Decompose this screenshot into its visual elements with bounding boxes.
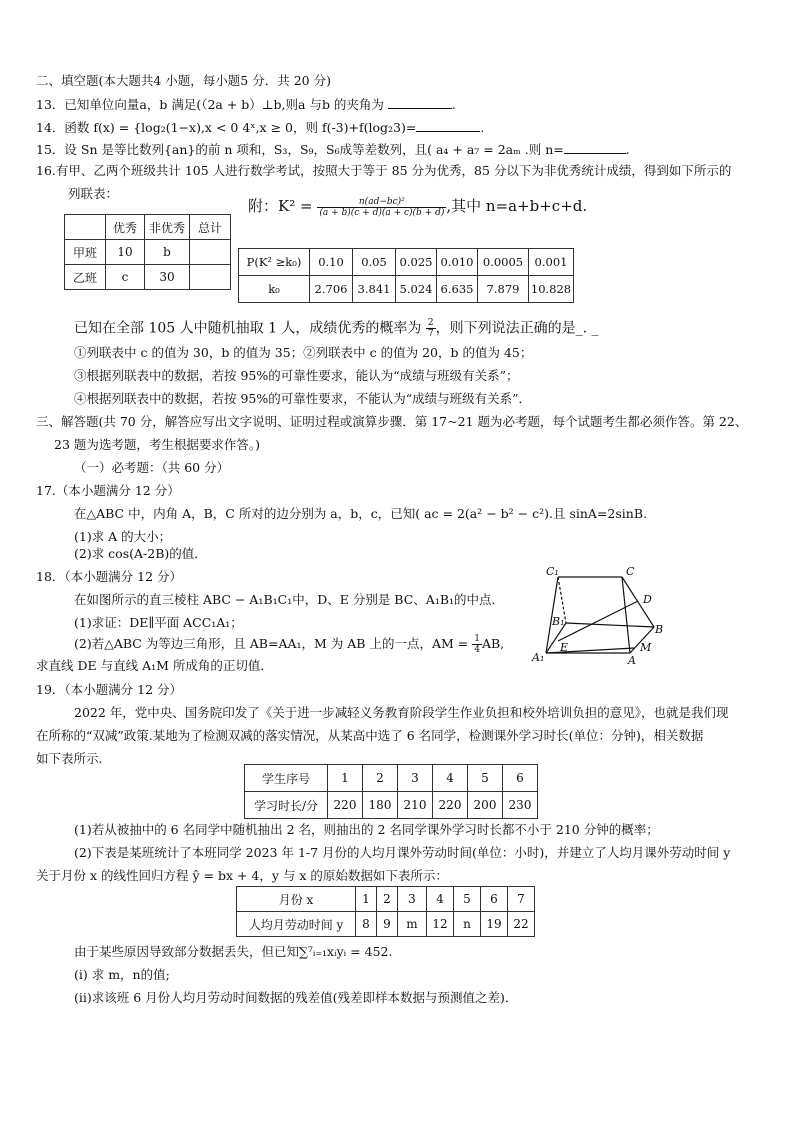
- table4-cell: 1: [356, 887, 377, 912]
- label-b: B: [655, 623, 664, 636]
- label-c1: C₁: [546, 565, 559, 578]
- formula-suffix: ,其中 n=a+b+c+d.: [446, 197, 588, 215]
- label-d: D: [643, 593, 652, 606]
- table3-cell: 180: [363, 792, 398, 819]
- question-18-body: 在如图所示的直三棱柱 ABC − A₁B₁C₁中，D、E 分别是 BC、A₁B₁的中点．: [74, 592, 505, 607]
- study-time-table: [244, 764, 538, 819]
- labor-time-table: [236, 886, 535, 937]
- table2-cell: 10.828: [529, 276, 574, 303]
- table3-cell: 220: [328, 792, 363, 819]
- table3-cell: 200: [468, 792, 503, 819]
- question-13: 13．已知单位向量a，b 满足(（2a + b）⊥b,则a 与b 的夹角为 .: [36, 97, 456, 112]
- label-a: A: [628, 654, 636, 665]
- question-18-part1: (1)求证：DE∥平面 ACC₁A₁；: [74, 615, 243, 630]
- table1-cell: 乙班: [65, 265, 106, 290]
- label-c: C: [626, 565, 635, 578]
- chi-square-formula: [248, 196, 587, 218]
- table3-cell: 学生序号: [245, 765, 328, 792]
- table1-cell: 甲班: [65, 240, 106, 265]
- table3-cell: 4: [433, 765, 468, 792]
- table3-cell: 230: [503, 792, 538, 819]
- table1-cell: [190, 265, 231, 290]
- section3-subtitle: （一）必考题：（共 60 分）: [74, 460, 230, 475]
- table4-cell: 4: [427, 887, 454, 912]
- table4-cell: 5: [454, 887, 481, 912]
- question-18-part2-cont: 求直线 DE 与直线 A₁M 所成角的正切值．: [36, 658, 273, 673]
- question-14: 14．函数 f(x) = {log₂(1−x),x < 0 4ˣ,x ≥ 0，则 f(-3)+f(log₂3)= .: [36, 120, 485, 135]
- table2-cell: 0.010: [437, 249, 478, 276]
- table2-cell: P(K² ≥k₀): [239, 249, 310, 276]
- table3-cell: 210: [398, 792, 433, 819]
- question-17-title: 17.（本小题满分 12 分）: [36, 483, 180, 498]
- table1-cell: b: [145, 240, 190, 265]
- table2-cell: 3.841: [353, 276, 396, 303]
- formula-numerator: n(ad−bc)²: [317, 197, 446, 208]
- table2-cell: 5.024: [396, 276, 437, 303]
- table2-cell: 6.635: [437, 276, 478, 303]
- table3-cell: 5: [468, 765, 503, 792]
- table3-cell: 6: [503, 765, 538, 792]
- question-16-intro-2: 列联表：: [68, 186, 119, 201]
- table1-header-cell: [65, 215, 106, 240]
- prism-figure: [530, 565, 670, 665]
- table3-cell: 1: [328, 765, 363, 792]
- table4-cell: 6: [481, 887, 508, 912]
- question-19-part1: (1)若从被抽中的 6 名同学中随机抽出 2 名，则抽出的 2 名同学课外学习时长都不小于 210 分钟的概率；: [74, 822, 659, 837]
- label-a1: A₁: [532, 651, 545, 664]
- table4-cell: 8: [356, 912, 377, 937]
- question-18-title: 18．（本小题满分 12 分）: [36, 569, 183, 584]
- table2-cell: 0.025: [396, 249, 437, 276]
- table3-cell: 学习时长/分: [245, 792, 328, 819]
- question-19-para-3: 如下表所示.: [36, 751, 103, 766]
- table4-cell: 7: [508, 887, 535, 912]
- option-3: ③根据列联表中的数据，若按 95%的可靠性要求，能认为“成绩与班级有关系”；: [74, 368, 519, 383]
- table2-cell: k₀: [239, 276, 310, 303]
- table1-header-cell: 非优秀: [145, 215, 190, 240]
- section2-title: 二、填空题(本大题共4 小题，每小题5 分．共 20 分): [36, 73, 331, 88]
- table4-cell: 月份 x: [237, 887, 356, 912]
- table4-cell: 人均月劳动时间 y: [237, 912, 356, 937]
- table2-cell: 0.001: [529, 249, 574, 276]
- table2-cell: 0.10: [310, 249, 353, 276]
- question-16-intro: 16.有甲、乙两个班级共计 105 人进行数学考试，按照大于等于 85 分为优秀，85 分以下为非优秀统计成绩，得到如下所示的: [36, 163, 732, 178]
- label-e: E: [560, 641, 569, 654]
- table1-cell: 10: [106, 240, 145, 265]
- table1-cell: [190, 240, 231, 265]
- option-4: ④根据列联表中的数据，若按 95%的可靠性要求，不能认为“成绩与班级有关系”．: [74, 391, 532, 406]
- question-17-body: 在△ABC 中，内角 A，B，C 所对的边分别为 a，b，c，已知( ac = 2(a² − b² − c²).且 sinA=2sinB.: [74, 506, 647, 521]
- table3-cell: 220: [433, 792, 468, 819]
- table1-header-cell: 优秀: [106, 215, 145, 240]
- section3-title-2: 23 题为选考题，考生根据要求作答。): [54, 437, 261, 452]
- formula-denominator: (a + b)(c + d)(a + c)(b + d): [319, 207, 445, 218]
- table2-cell: 2.706: [310, 276, 353, 303]
- question-19-para-2: 在所称的“双减”政策.某地为了检测双减的落实情况，从某高中选了 6 名同学，检测课外学习时长(单位：分钟)，相关数据: [36, 728, 704, 743]
- table3-cell: 3: [398, 765, 433, 792]
- table1-cell: 30: [145, 265, 190, 290]
- question-17-part2: (2)求 cos(A-2B)的值．: [74, 546, 207, 561]
- formula-prefix: 附：K² =: [248, 197, 313, 215]
- question-19-sub-i: (i) 求 m，n的值;: [74, 967, 170, 982]
- table4-cell: 12: [427, 912, 454, 937]
- table4-cell: 19: [481, 912, 508, 937]
- contingency-table: [64, 214, 231, 290]
- critical-value-table: [238, 248, 574, 303]
- table3-cell: 2: [363, 765, 398, 792]
- question-16-body: 已知在全部 105 人中随机抽取 1 人，成绩优秀的概率为 $\frac{2}{7}$ ，则下列说法正确的是_. _: [74, 318, 599, 339]
- table4-cell: 3: [398, 887, 427, 912]
- table1-cell: c: [106, 265, 145, 290]
- table2-cell: 0.0005: [478, 249, 529, 276]
- table2-cell: 0.05: [353, 249, 396, 276]
- section3-title: 三、解答题(共 70 分，解答应写出文字说明、证明过程或演算步骤．第 17~21 题为必考题，每个试题考生都必须作答。第 22、: [36, 414, 748, 429]
- table4-cell: 2: [377, 887, 398, 912]
- table4-cell: 22: [508, 912, 535, 937]
- label-m: M: [640, 641, 652, 654]
- question-15: 15．设 Sn 是等比数列{an}的前 n 项和，S₃，S₉，S₆成等差数列，且( a₄ + a₇ = 2aₘ .则 n= .: [36, 142, 630, 157]
- question-19-para-1: 2022 年，党中央、国务院印发了《关于进一步减轻义务教育阶段学生作业负担和校外培训负担的意见》，也就是我们现: [74, 705, 729, 720]
- table4-cell: 9: [377, 912, 398, 937]
- table4-cell: n: [454, 912, 481, 937]
- question-17-part1: (1)求 A 的大小；: [74, 529, 172, 544]
- table1-header-cell: 总计: [190, 215, 231, 240]
- question-19-part2-cont: 关于月份 x 的线性回归方程 ŷ = bx + 4，y 与 x 的原始数据如下表所示：: [36, 868, 448, 883]
- table2-cell: 7.879: [478, 276, 529, 303]
- label-b1: B₁: [552, 615, 565, 628]
- question-19-data-note: 由于某些原因导致部分数据丢失，但已知∑⁷ᵢ₌₁xᵢyᵢ = 452.: [74, 944, 393, 959]
- question-19-sub-ii: (ii)求该班 6 月份人均月劳动时间数据的残差值(残差即样本数据与预测值之差)．: [74, 990, 518, 1005]
- option-1-2: ①列联表中 c 的值为 30，b 的值为 35；②列联表中 c 的值为 20，b 的值为 45；: [74, 345, 533, 360]
- question-18-part2: (2)若△ABC 为等边三角形，且 AB=AA₁，M 为 AB 上的一点，AM = $\frac{1}{4}$ AB,: [74, 634, 505, 655]
- question-19-part2: (2)下表是某班统计了本班同学 2023 年 1-7 月份的人均月课外劳动时间(单位：小时)，并建立了人均月课外劳动时间 y: [74, 845, 731, 860]
- question-19-title: 19．（本小题满分 12 分）: [36, 682, 183, 697]
- table4-cell: m: [398, 912, 427, 937]
